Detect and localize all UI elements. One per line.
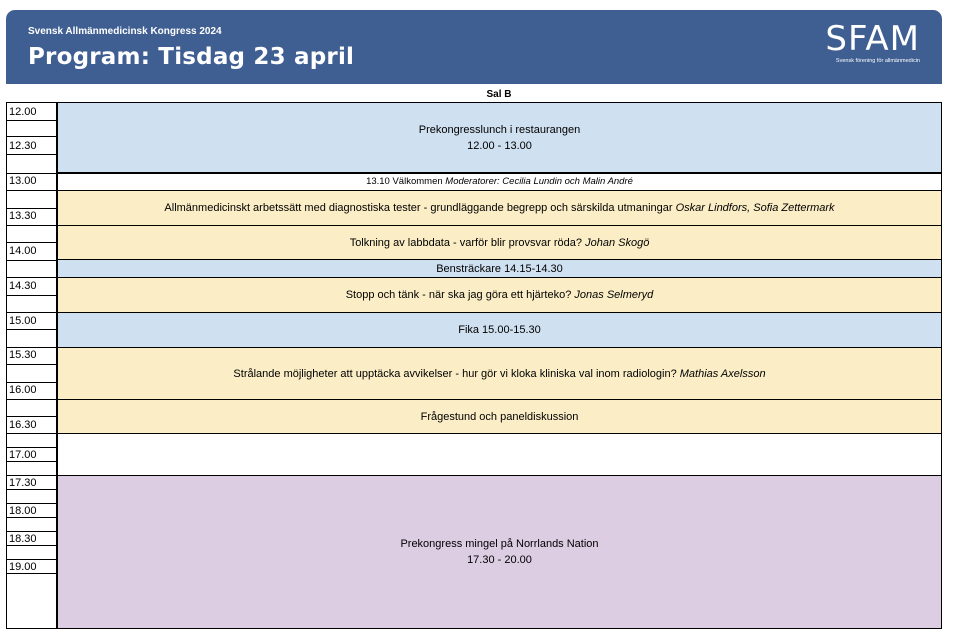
time-label: 12.00 [9,106,37,118]
session-mingel [57,475,942,629]
session-diagnostics [57,190,942,226]
time-label: 14.30 [9,280,37,292]
grid-left-border [6,102,7,628]
time-label: 15.30 [9,349,37,361]
time-label: 18.30 [9,533,37,545]
session-title: Frågestund och paneldiskussion [420,410,579,423]
time-tick [6,382,57,383]
time-tick [6,260,57,261]
time-tick [6,461,57,462]
time-label: 18.00 [9,505,37,517]
time-tick [6,517,57,518]
session-title: Bensträckare 14.15-14.30 [436,262,563,275]
session-break [57,259,942,278]
session-time: 17.30 - 20.00 [467,554,532,566]
time-tick [6,190,57,191]
session-title: Prekongresslunch i restaurangen [418,123,581,136]
time-tick [6,347,57,348]
session-time: 12.00 - 13.00 [467,139,532,152]
session-title: Prekongress mingel på Norrlands Nation [400,538,599,550]
time-tick [6,489,57,490]
session-radiology [57,347,942,400]
session-empty [57,433,942,476]
time-tick [6,573,57,574]
sfam-logo [820,19,920,65]
session-panel [57,399,942,434]
session-lunch [57,102,942,173]
time-tick [6,208,57,209]
time-tick [6,475,57,476]
time-tick [6,399,57,400]
time-tick [6,531,57,532]
session-title: Tolkning av labbdata - varför blir provsvar röda? [349,236,583,249]
session-title: Fika 15.00-15.30 [458,324,541,336]
time-label: 17.30 [9,477,37,489]
time-tick [6,364,57,365]
time-tick [6,416,57,417]
session-fika [57,312,942,348]
session-welcome [57,173,942,191]
session-speakers: Mathias Axelsson [679,367,766,380]
time-label: 13.30 [9,210,37,222]
session-ekg [57,277,942,313]
time-tick [6,154,57,155]
room-header: Sal B [486,89,512,100]
time-tick [6,559,57,560]
time-tick [6,447,57,448]
time-tick [6,545,57,546]
page-title: Program: Tisdag 23 april [28,44,355,70]
session-speakers: Oskar Lindfors, Sofia Zettermark [675,202,835,214]
time-tick [6,277,57,278]
session-title: Allmänmedicinskt arbetssätt med diagnostiska tester - grundläggande begrepp och särskilda utmaningar [164,202,673,214]
congress-name: Svensk Allmänmedicinsk Kongress 2024 [28,26,222,37]
time-label: 17.00 [9,449,37,461]
session-title: 13.10 Välkommen [366,176,443,187]
logo-text: SFAM [825,19,920,59]
time-label: 16.30 [9,419,37,431]
time-tick [6,295,57,296]
time-tick [6,136,57,137]
time-label: 14.00 [9,245,37,257]
time-tick [6,173,57,174]
session-moderators: Moderatorer: Cecilia Lundin och Malin André [445,176,633,187]
time-tick [6,242,57,243]
time-tick [6,503,57,504]
program-header [6,10,942,84]
time-tick [6,312,57,313]
session-speakers: Johan Skogö [585,236,650,249]
time-tick [6,120,57,121]
time-label: 13.00 [9,175,37,187]
session-title: Stopp och tänk - när ska jag göra ett hjärteko? [345,289,572,301]
time-label: 19.00 [9,561,37,573]
time-tick [6,329,57,330]
time-label: 12.30 [9,140,37,152]
time-tick [6,433,57,434]
logo-subtitle: Svensk förening för allmänmedicin [835,58,920,64]
time-tick [6,225,57,226]
session-labdata [57,225,942,260]
session-speakers: Jonas Selmeryd [574,289,654,301]
time-label: 16.00 [9,384,37,396]
session-title: Strålande möjligheter att upptäcka avvikelser - hur gör vi kloka kliniska val inom radiologin? [233,367,677,380]
time-label: 15.00 [9,315,37,327]
